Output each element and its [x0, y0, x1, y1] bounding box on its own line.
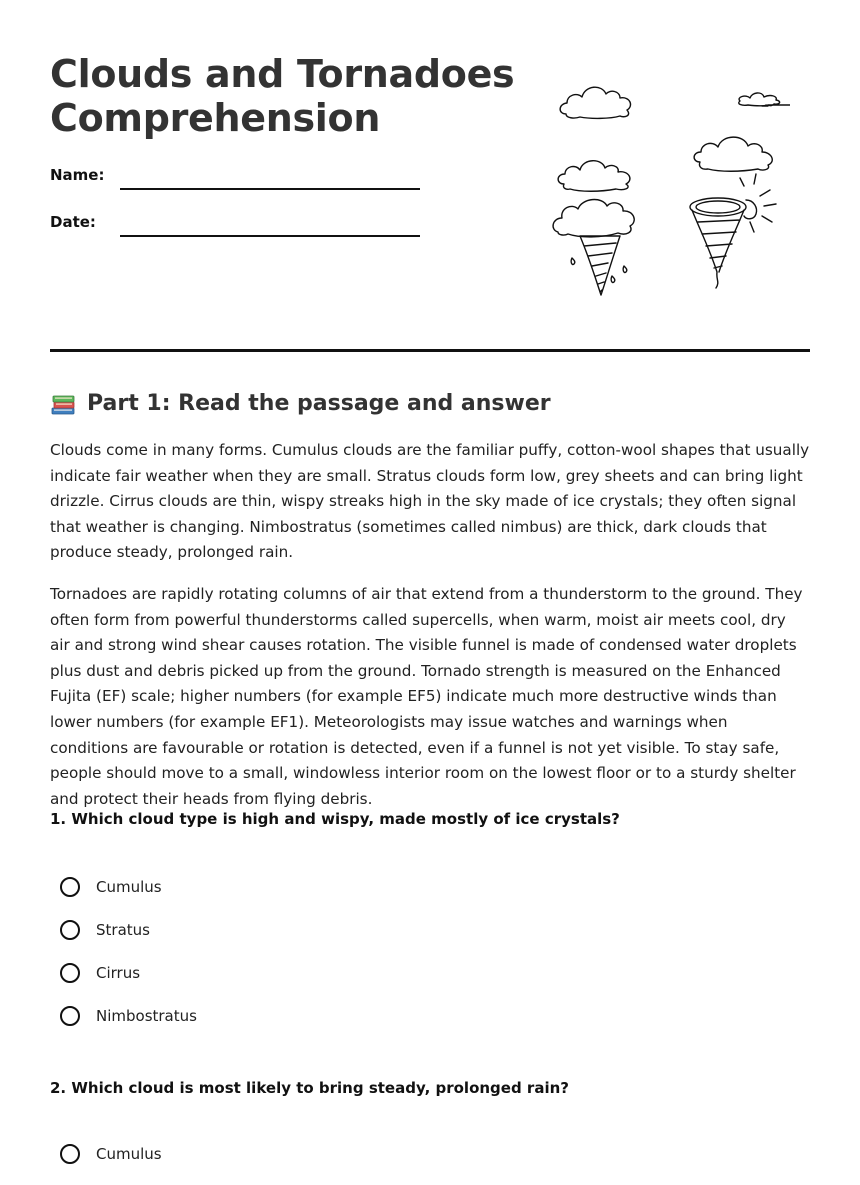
worksheet-header [50, 0, 810, 352]
cumulus-cloud-icon [560, 87, 630, 118]
option-label: Cirrus [96, 964, 141, 982]
question-1-option-cirrus[interactable] [60, 961, 197, 1004]
question-2-options [60, 1142, 162, 1185]
radio-button[interactable] [60, 920, 80, 940]
option-label: Stratus [96, 921, 150, 939]
wispy-cloud-icon [739, 93, 790, 106]
question-1-options [60, 875, 197, 1047]
passage-paragraph-tornadoes: Tornadoes are rapidly rotating columns of air that extend from a thunderstorm to the ground. They often form from powerful thunderstorms called supercells, when warm, moist air meets cool, dry air and strong wind shear causes rotation. The visible funnel is made of condensed water droplets plus dust and debris picked up from the ground. Tornado strength is measured on the Enhanced Fujita (EF) scale; higher numbers (for example EF5) indicate much more destructive winds than lower numbers (for example EF1). Meteorologists may issue watches and warnings when conditions are favourable or rotation is detected, even if a funnel is not yet visible. To stay safe, people should move to a small, windowless interior room on the lowest floor or to a sturdy shelter and protect their heads from flying debris. [50, 585, 803, 808]
radio-button[interactable] [60, 1144, 80, 1164]
date-label: Date: [50, 213, 96, 231]
part1-heading [50, 388, 551, 420]
worksheet-page [50, 0, 810, 1163]
clouds-tornado-illustration [550, 70, 790, 305]
part1-heading-text: Part 1: Read the passage and answer [87, 391, 551, 416]
question-1: 1. Which cloud type is high and wispy, made mostly of ice crystals? [50, 810, 620, 828]
name-label: Name: [50, 166, 105, 184]
tornado-funnel-icon [580, 236, 620, 295]
name-blank-line[interactable] [120, 188, 420, 190]
name-field [50, 160, 470, 190]
radio-button[interactable] [60, 1006, 80, 1026]
radio-button[interactable] [60, 877, 80, 897]
option-label: Nimbostratus [96, 1007, 197, 1025]
question-1-option-cumulus[interactable] [60, 875, 197, 918]
option-label: Cumulus [96, 878, 162, 896]
question-2: 2. Which cloud is most likely to bring steady, prolonged rain? [50, 1079, 569, 1097]
date-field [50, 207, 470, 237]
stratus-cloud-icon [558, 161, 630, 192]
page-title: Clouds and Tornadoes Comprehension [50, 52, 515, 140]
section-divider [50, 349, 810, 352]
question-1-option-nimbostratus[interactable] [60, 1004, 197, 1047]
question-1-option-stratus[interactable] [60, 918, 197, 961]
tornado-icon [692, 210, 744, 288]
storm-cloud-icon [553, 200, 634, 237]
passage-paragraph-clouds: Clouds come in many forms. Cumulus clouds are the familiar puffy, cotton-wool shapes that usually indicate fair weather when they are small. Stratus clouds form low, grey sheets and can bring light drizzle. Cirrus clouds are thin, wispy streaks high in the sky made of ice crystals; they often signal that weather is changing. Nimbostratus (sometimes called nimbus) are thick, dark clouds that produce steady, prolonged rain. [50, 441, 810, 562]
option-label: Cumulus [96, 1145, 162, 1163]
question-2-option-cumulus[interactable] [60, 1142, 162, 1185]
radio-button[interactable] [60, 963, 80, 983]
books-icon [50, 390, 78, 418]
fair-weather-cloud-icon [694, 137, 772, 171]
date-blank-line[interactable] [120, 235, 420, 237]
